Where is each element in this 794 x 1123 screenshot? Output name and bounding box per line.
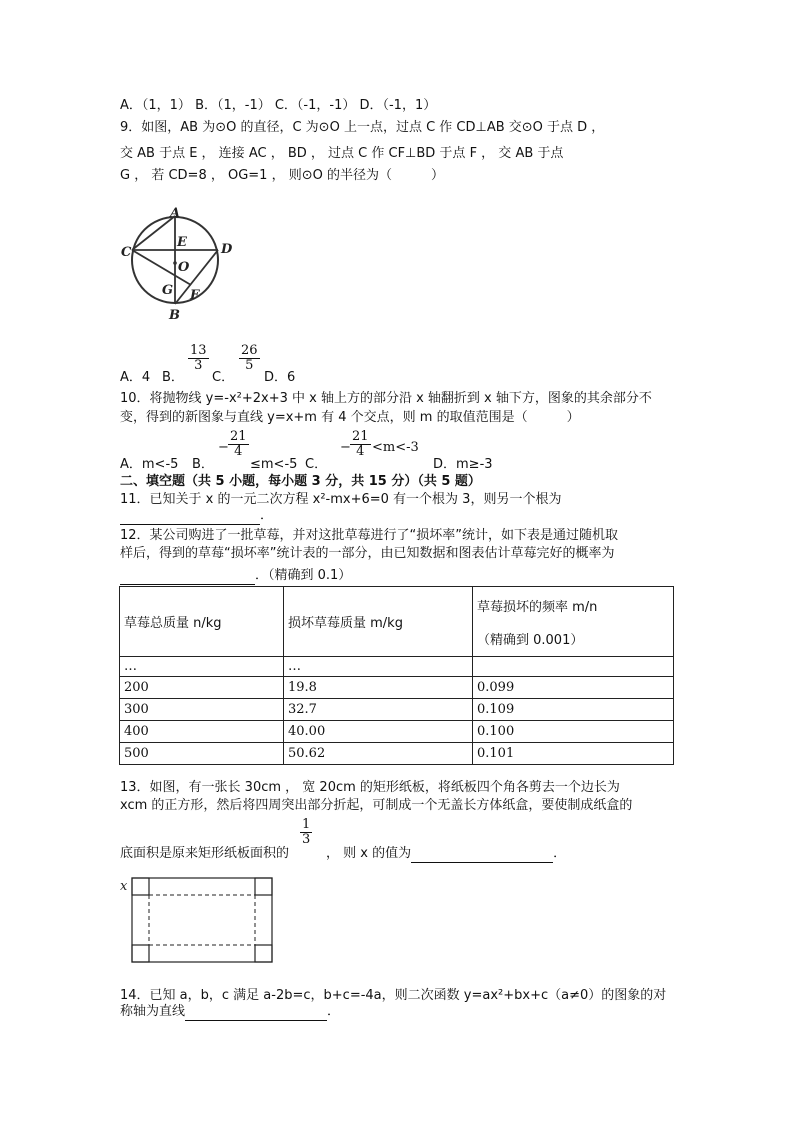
table-cell: 40.00 xyxy=(284,721,473,743)
q9-option-d: D．6 xyxy=(264,370,296,385)
q10-option-c-label: C． xyxy=(305,457,328,472)
q10-option-c-tail: <m<-3 xyxy=(372,440,419,455)
q9-option-c-label: C． xyxy=(212,370,235,385)
fig-label-c: C xyxy=(121,245,132,260)
q9-line-2: 交 AB 于点 E ， 连接 AC ， BD ， 过点 C 作 CF⊥BD 于点 F ， 交 AB 于点 xyxy=(120,146,564,161)
table-cell: … xyxy=(120,657,284,677)
q10-option-a: A．m<-5 xyxy=(120,457,179,472)
q9-option-b-fraction: $\frac{13}{3}$ xyxy=(190,343,207,373)
q13-line-1: 13．如图，有一张长 30cm ， 宽 20cm 的矩形纸板，将纸板四个角各剪去一个边长为 xyxy=(120,780,620,795)
table-cell: 300 xyxy=(120,699,284,721)
q9-option-c-fraction: $\frac{26}{5}$ xyxy=(241,343,258,373)
table-cell: 50.62 xyxy=(284,743,473,765)
q13-line-2: xcm 的正方形，然后将四周突出部分折起，可制成一个无盖长方体纸盒，要使制成纸盒的 xyxy=(120,798,633,813)
section-2-heading: 二、填空题（共 5 小题，每小题 3 分，共 15 分）（共 5 题） xyxy=(120,474,481,489)
fig-label-o: O xyxy=(178,260,190,275)
table-cell: 200 xyxy=(120,677,284,699)
table-cell: 0.109 xyxy=(473,699,674,721)
table-cell: 500 xyxy=(120,743,284,765)
q12-line-1: 12．某公司购进了一批草莓，并对这批草莓进行了“损坏率”统计，如下表是通过随机取 xyxy=(120,528,619,543)
table-row xyxy=(120,657,674,677)
table-header-row xyxy=(120,587,674,657)
fig-label-x: x xyxy=(120,879,128,894)
q12-line-3: ．（精确到 0.1） xyxy=(120,568,351,585)
table-header-cell: 草莓损坏的频率 m/n （精确到 0.001） xyxy=(473,587,674,657)
q9-circle-figure xyxy=(118,205,243,325)
fig-label-g: G xyxy=(162,283,174,298)
q9-line-3: G ， 若 CD=8 ， OG=1 ， 则⊙O 的半径为（ ） xyxy=(120,168,444,183)
fig-label-a: A xyxy=(170,206,181,221)
strawberry-table xyxy=(119,586,674,765)
table-cell: 19.8 xyxy=(284,677,473,699)
q12-line-2: 样后，得到的草莓“损坏率”统计表的一部分，由已知数据和图表估计草莓完好的概率为 xyxy=(120,546,615,561)
q13-fraction: $\frac{1}{3}$ xyxy=(302,817,311,847)
table-row xyxy=(120,743,674,765)
table-header-cell: 草莓总质量 n/kg xyxy=(120,587,284,657)
table-cell: 0.100 xyxy=(473,721,674,743)
q10-option-d: D．m≥-3 xyxy=(433,457,493,472)
q13-line-3a: 底面积是原来矩形纸板面积的 xyxy=(120,846,290,861)
q9-option-b-label: B． xyxy=(162,370,184,385)
table-cell: 0.099 xyxy=(473,677,674,699)
q10-line-1: 10．将抛物线 y=-x²+2x+3 中 x 轴上方的部分沿 x 轴翻折到 x 轴下方，图象的其余部分不 xyxy=(120,391,652,406)
q14-line-1: 14．已知 a，b，c 满足 a-2b=c，b+c=-4a，则二次函数 y=ax²+bx+c（a≠0）的图象的对 xyxy=(120,988,667,1003)
q10-option-b-label: B． xyxy=(192,457,214,472)
q10-option-c-minus: − xyxy=(340,440,351,455)
q10-option-b-fraction: $\frac{21}{4}$ xyxy=(230,429,247,459)
fig-label-e: E xyxy=(177,235,187,250)
q10-line-2: 变，得到的新图象与直线 y=x+m 有 4 个交点，则 m 的取值范围是（ ） xyxy=(120,410,580,425)
table-row xyxy=(120,721,674,743)
q10-option-b-tail: ≤m<-5 xyxy=(250,457,298,472)
q11-text: 11．已知关于 x 的一元二次方程 x²-mx+6=0 有一个根为 3，则另一个根为 xyxy=(120,492,562,507)
q13-paper-figure xyxy=(118,875,278,970)
fig-label-f: F xyxy=(190,288,200,303)
q9-line-1: 9．如图，AB 为⊙O 的直径，C 为⊙O 上一点，过点 C 作 CD⊥AB 交⊙O 于点 D ， xyxy=(120,120,605,135)
table-row xyxy=(120,677,674,699)
table-cell: 0.101 xyxy=(473,743,674,765)
q8-options: A．（1，1） B．（1，-1） C．（-1，-1） D．（-1，1） xyxy=(120,98,437,113)
q10-option-b-minus: − xyxy=(218,440,229,455)
q14-line-2: 称轴为直线 ． xyxy=(120,1004,341,1019)
q11-blank: ． xyxy=(120,508,273,525)
fig-label-b: B xyxy=(169,308,180,323)
table-row xyxy=(120,699,674,721)
table-cell: … xyxy=(284,657,473,677)
q9-option-a: A．4 xyxy=(120,370,151,385)
table-cell xyxy=(473,657,674,677)
table-header-cell: 损坏草莓质量 m/kg xyxy=(284,587,473,657)
table-cell: 32.7 xyxy=(284,699,473,721)
q13-line-3b: ， 则 x 的值为 ． xyxy=(326,846,567,861)
q10-option-c-fraction: $\frac{21}{4}$ xyxy=(352,429,369,459)
fig-label-d: D xyxy=(221,242,233,257)
table-cell: 400 xyxy=(120,721,284,743)
